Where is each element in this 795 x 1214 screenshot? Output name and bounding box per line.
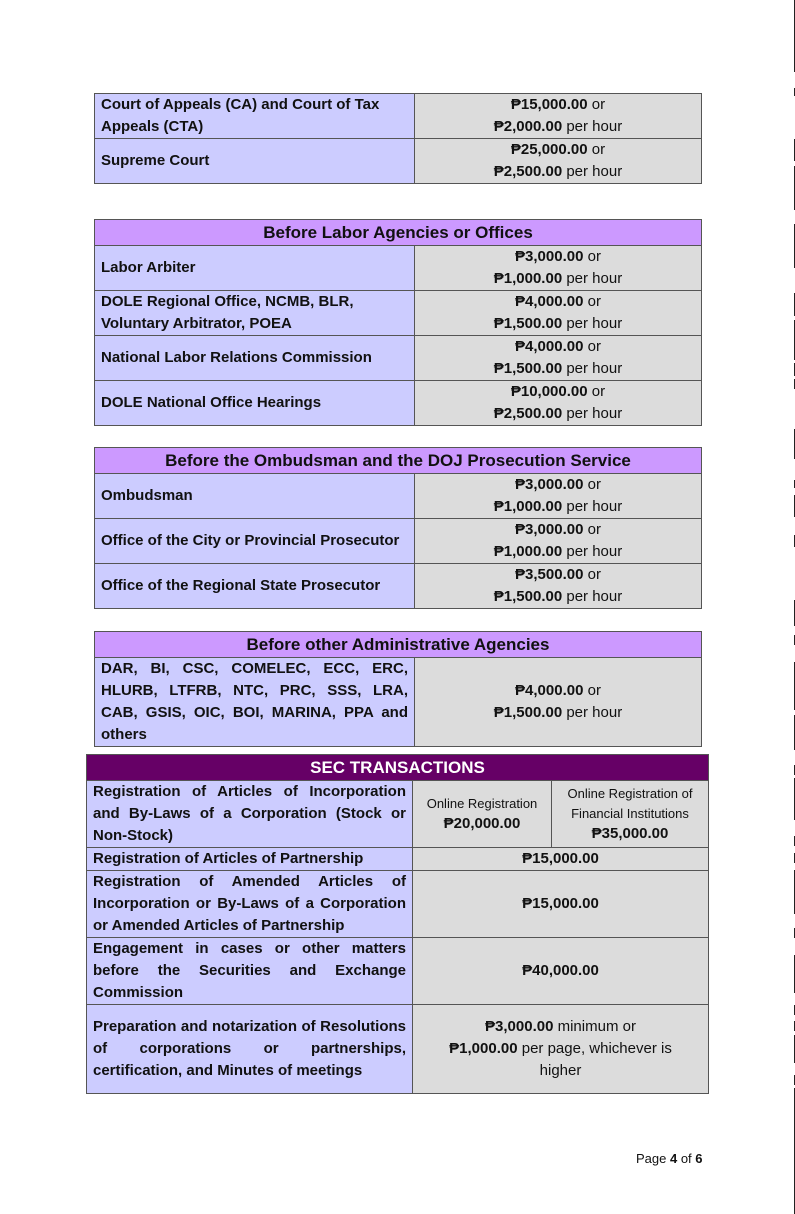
fee-value: ₱15,000.00 [413, 848, 709, 871]
row-label: Labor Arbiter [95, 246, 415, 291]
fee-value: ₱3,000.00 minimum or ₱1,000.00 per page, whichever is higher [413, 1005, 709, 1094]
table-row [87, 848, 709, 871]
table-row [87, 781, 709, 848]
fee-value: ₱40,000.00 [413, 938, 709, 1005]
court-fees-table [94, 93, 702, 184]
sec-transactions-table [86, 754, 709, 1094]
fee-value: ₱3,000.00 or ₱1,000.00 per hour [415, 519, 702, 564]
row-label: Preparation and notarization of Resolutions of corporations or partnerships, certification, and Minutes of meetings [87, 1005, 413, 1094]
row-label: Office of the City or Provincial Prosecutor [95, 519, 415, 564]
table-row [95, 658, 702, 747]
table-row [95, 564, 702, 609]
row-label: Supreme Court [95, 139, 415, 184]
fee-value: ₱3,000.00 or ₱1,000.00 per hour [415, 474, 702, 519]
admin-agencies-fees-table [94, 631, 702, 747]
section-header: Before Labor Agencies or Offices [95, 220, 702, 246]
section-header: SEC TRANSACTIONS [87, 755, 709, 781]
fee-value: ₱15,000.00 [413, 871, 709, 938]
row-label: Engagement in cases or other matters before the Securities and Exchange Commission [87, 938, 413, 1005]
labor-fees-table [94, 219, 702, 426]
row-label: Office of the Regional State Prosecutor [95, 564, 415, 609]
row-label: Registration of Articles of Partnership [87, 848, 413, 871]
page-number: Page 4 of 6 [636, 1151, 703, 1166]
row-label: Registration of Amended Articles of Incorporation or By-Laws of a Corporation or Amended Articles of Partnership [87, 871, 413, 938]
row-label: DOLE Regional Office, NCMB, BLR, Voluntary Arbitrator, POEA [95, 291, 415, 336]
fee-value: ₱4,000.00 or ₱1,500.00 per hour [415, 291, 702, 336]
fee-value: ₱15,000.00 or ₱2,000.00 per hour [415, 94, 702, 139]
fee-value: ₱25,000.00 or ₱2,500.00 per hour [415, 139, 702, 184]
table-row [95, 519, 702, 564]
fee-value: ₱4,000.00 or ₱1,500.00 per hour [415, 658, 702, 747]
row-label: Registration of Articles of Incorporation and By-Laws of a Corporation (Stock or Non-Stock) [87, 781, 413, 848]
fee-value: ₱3,000.00 or ₱1,000.00 per hour [415, 246, 702, 291]
table-row [87, 1005, 709, 1094]
table-row [95, 381, 702, 426]
table-row [87, 871, 709, 938]
ombudsman-fees-table [94, 447, 702, 609]
table-row [95, 291, 702, 336]
row-label: Court of Appeals (CA) and Court of Tax Appeals (CTA) [95, 94, 415, 139]
section-header: Before other Administrative Agencies [95, 632, 702, 658]
table-row [87, 938, 709, 1005]
online-registration-fee: Online Registration ₱20,000.00 [413, 781, 552, 848]
table-row [95, 94, 702, 139]
fee-value: ₱3,500.00 or ₱1,500.00 per hour [415, 564, 702, 609]
fee-value: ₱4,000.00 or ₱1,500.00 per hour [415, 336, 702, 381]
row-label: DOLE National Office Hearings [95, 381, 415, 426]
section-header: Before the Ombudsman and the DOJ Prosecution Service [95, 448, 702, 474]
table-row [95, 139, 702, 184]
table-row [95, 474, 702, 519]
row-label: DAR, BI, CSC, COMELEC, ECC, ERC, HLURB, LTFRB, NTC, PRC, SSS, LRA, CAB, GSIS, OIC, BOI, MARINA, PPA and others [95, 658, 415, 747]
table-row [95, 336, 702, 381]
row-label: Ombudsman [95, 474, 415, 519]
financial-institution-fee: Online Registration of Financial Institutions ₱35,000.00 [552, 781, 709, 848]
fee-value: ₱10,000.00 or ₱2,500.00 per hour [415, 381, 702, 426]
row-label: National Labor Relations Commission [95, 336, 415, 381]
table-row [95, 246, 702, 291]
